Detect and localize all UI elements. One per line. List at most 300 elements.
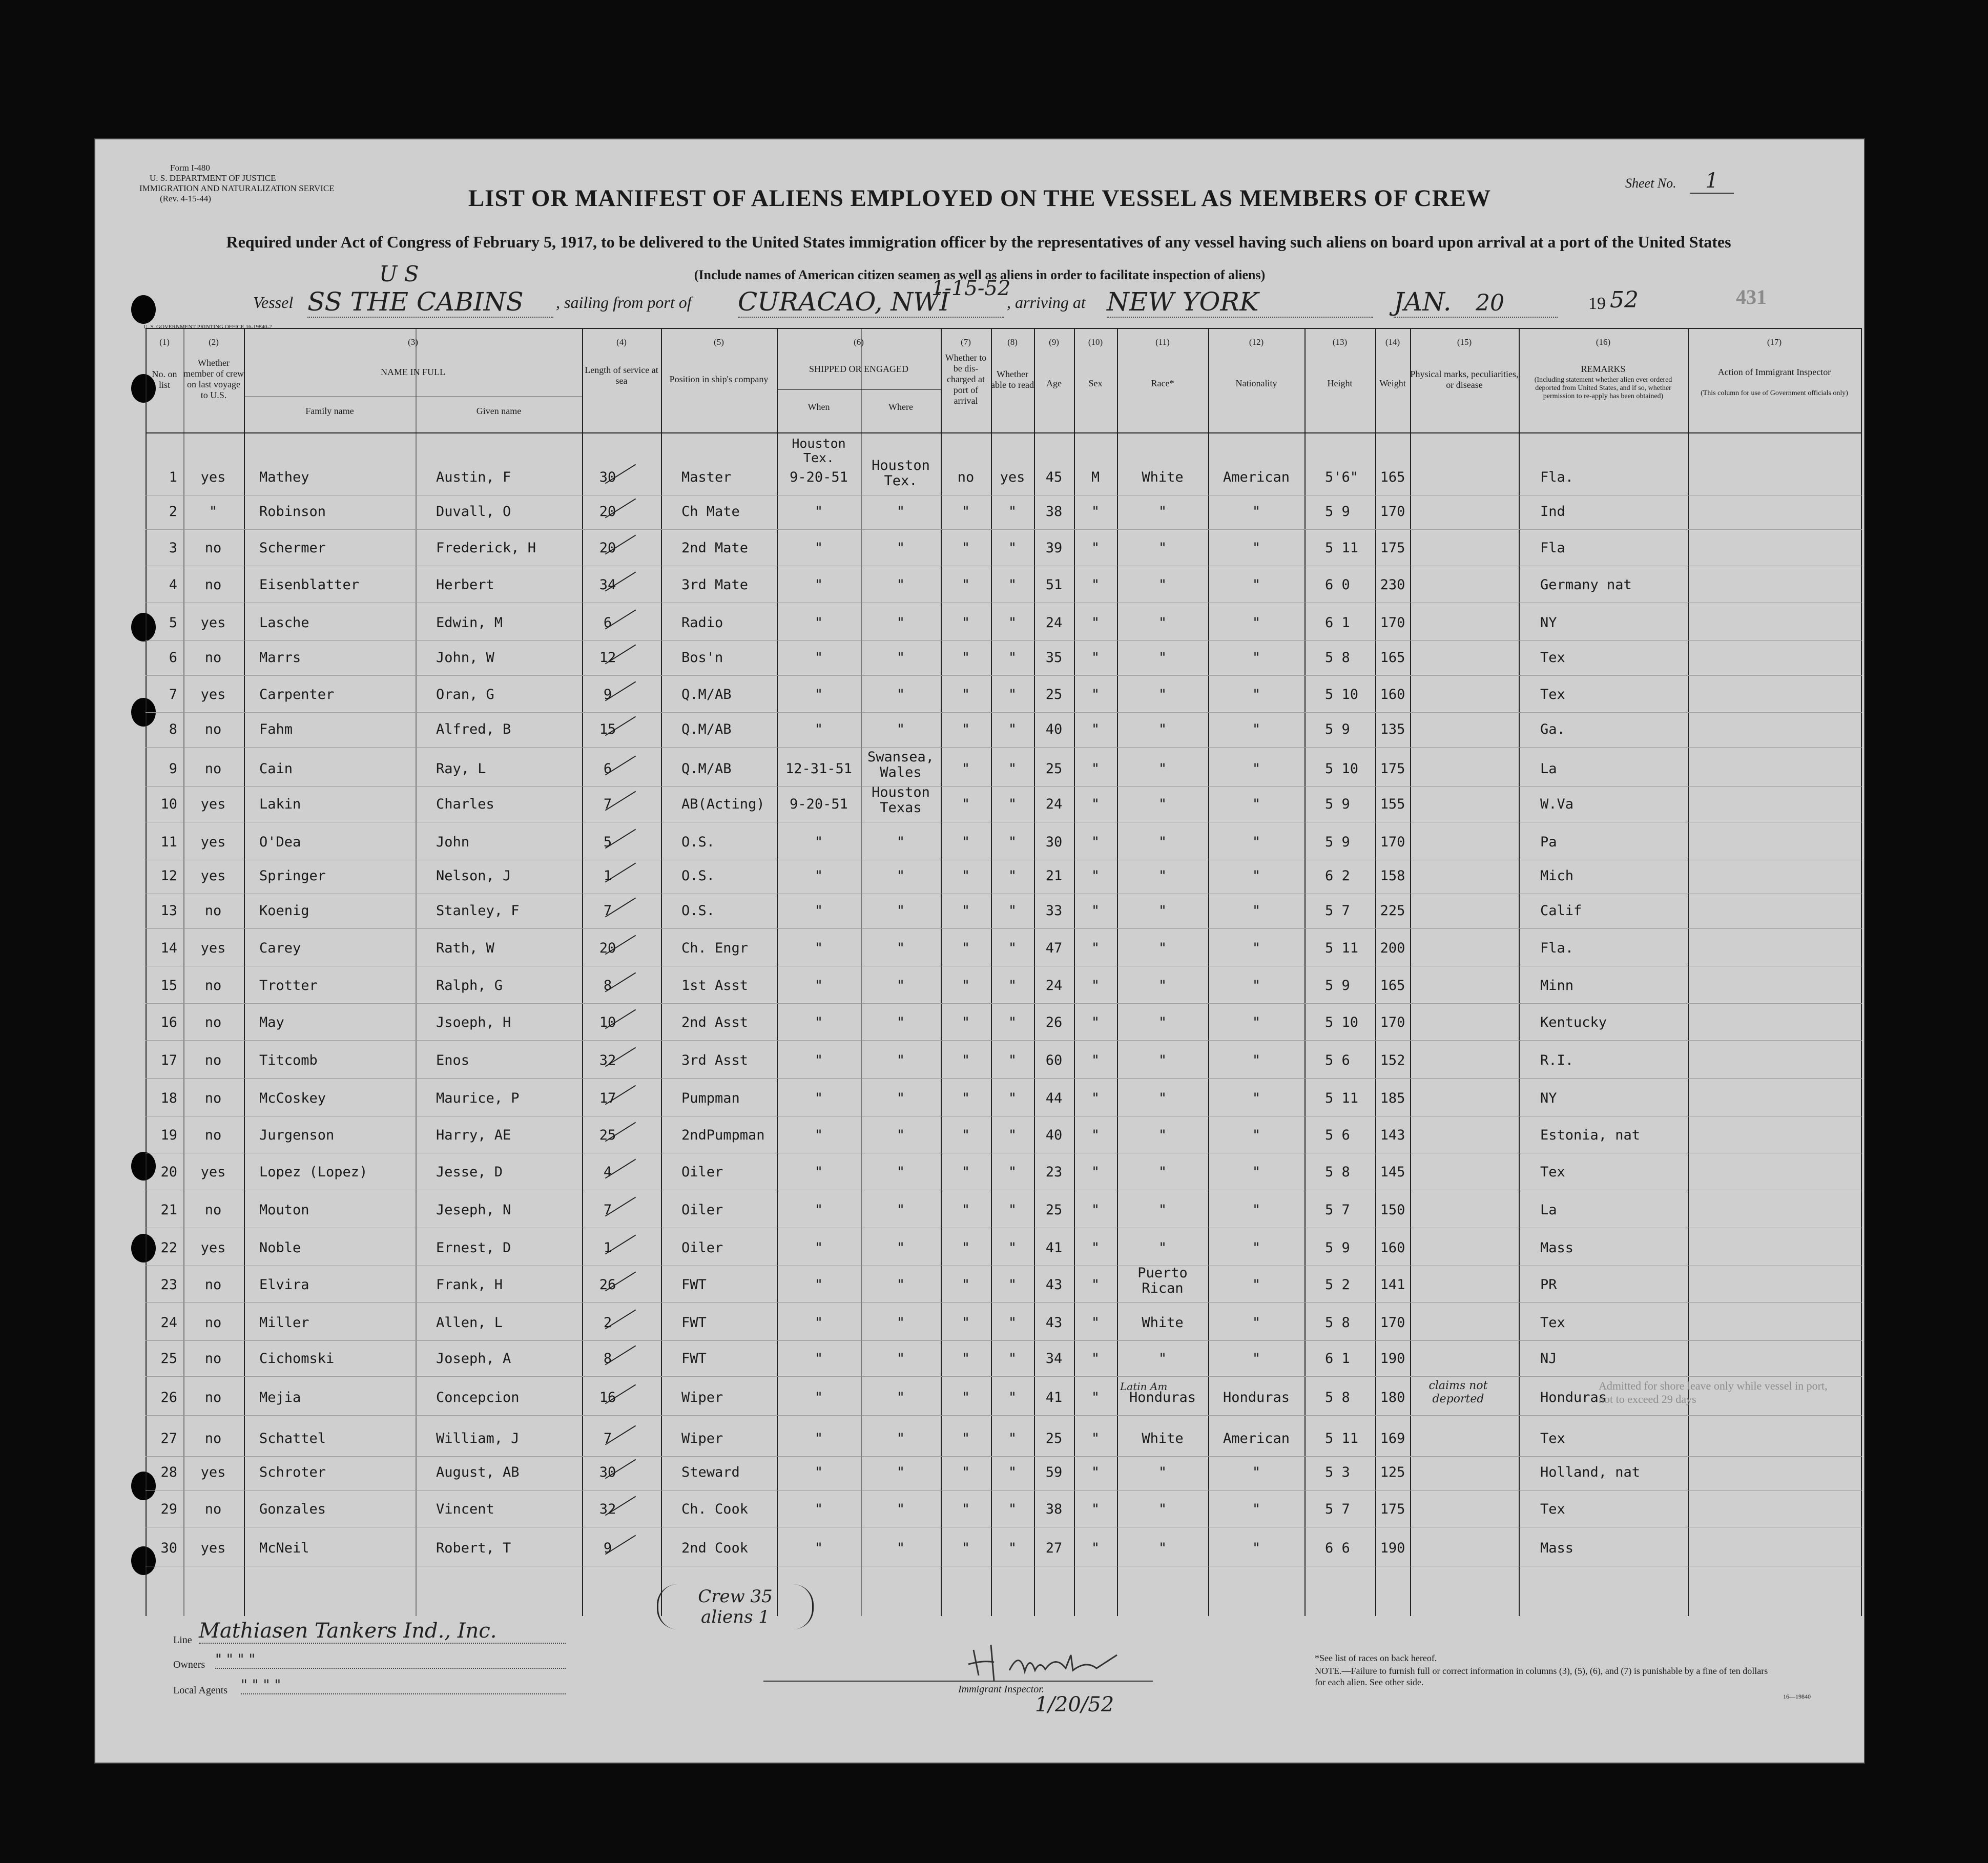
length-service: 8 — [603, 978, 612, 993]
remarks: Mass — [1540, 1540, 1574, 1556]
col-num: (5) — [714, 337, 724, 347]
header-physical: Physical marks, peculiarities, or disease — [1410, 369, 1519, 390]
header-when: When — [807, 402, 830, 412]
length-service: 30 — [599, 1464, 616, 1480]
row-no: 3 — [169, 540, 177, 556]
row-rule — [146, 1003, 1862, 1004]
row-no: 1 — [169, 469, 177, 485]
able-read: " — [1008, 1164, 1017, 1180]
sex: " — [1091, 1464, 1100, 1480]
nationality: " — [1252, 504, 1261, 520]
sex: " — [1091, 650, 1100, 666]
remarks: Tex — [1540, 687, 1565, 702]
given-name: Robert, T — [436, 1540, 511, 1556]
col-num: (4) — [616, 337, 627, 347]
owners-value: " " " " — [215, 1651, 566, 1669]
able-read: " — [1008, 868, 1017, 884]
shipped-when: " — [814, 687, 823, 702]
family-name: May — [259, 1015, 284, 1030]
agents-value: " " " " — [241, 1676, 566, 1694]
height: 5'6" — [1325, 469, 1359, 485]
sex: " — [1091, 540, 1100, 556]
col-num: (16) — [1596, 337, 1611, 347]
nationality: " — [1252, 761, 1261, 777]
nationality: American — [1223, 1431, 1290, 1446]
length-service: 7 — [603, 1431, 612, 1446]
vessel-prefix: U S — [379, 261, 419, 286]
able-read: " — [1008, 1540, 1017, 1556]
family-name: Gonzales — [259, 1501, 326, 1517]
family-name: O'Dea — [259, 834, 301, 850]
shipped-where: " — [896, 868, 905, 884]
race: " — [1158, 903, 1167, 919]
height: 5 9 — [1325, 1240, 1350, 1256]
shipped-when: " — [814, 1390, 823, 1405]
position: Oiler — [681, 1240, 723, 1256]
remarks: Fla — [1540, 540, 1565, 556]
age: 44 — [1045, 1090, 1063, 1106]
nationality: " — [1252, 1277, 1261, 1293]
row-no: 18 — [160, 1090, 177, 1106]
shipped-when: " — [814, 1277, 823, 1293]
header-action-note: (This column for use of Government officials only) — [1701, 389, 1848, 397]
discharged: " — [961, 504, 970, 520]
shipped-when: " — [814, 615, 823, 631]
header-age: Age — [1046, 378, 1062, 388]
sex: " — [1091, 1015, 1100, 1030]
shipped-when: " — [814, 1240, 823, 1256]
race: " — [1158, 577, 1167, 593]
position: AB(Acting) — [681, 796, 765, 812]
header-where: Where — [888, 402, 913, 412]
row-no: 20 — [160, 1164, 177, 1180]
weight: 165 — [1380, 978, 1405, 993]
age: 40 — [1045, 721, 1063, 737]
sheet-value: 1 — [1690, 169, 1733, 194]
race: " — [1158, 615, 1167, 631]
race: " — [1158, 1090, 1167, 1106]
col-num: (3) — [408, 337, 418, 347]
shipped-where: " — [896, 1464, 905, 1480]
header-action: Action of Immigrant Inspector — [1717, 367, 1831, 377]
arriving-label: , arriving at — [1007, 293, 1086, 312]
race: " — [1158, 1052, 1167, 1068]
discharged: " — [961, 721, 970, 737]
race: White — [1142, 1431, 1184, 1446]
race: " — [1158, 1240, 1167, 1256]
row-no: 19 — [160, 1127, 177, 1143]
discharged: " — [961, 940, 970, 956]
shipped-where: " — [896, 615, 905, 631]
length-service: 8 — [603, 1351, 612, 1367]
crew-member: no — [204, 1431, 222, 1446]
family-name: Noble — [259, 1240, 301, 1256]
weight: 160 — [1380, 687, 1405, 702]
race: " — [1158, 940, 1167, 956]
position: Pumpman — [681, 1090, 740, 1106]
penalty-note: NOTE.—Failure to furnish full or correct information in columns (3), (5), (6), and (7) is punishable by a fine of ten dollars for each alien. See other side. — [1315, 1666, 1768, 1687]
shipped-when: " — [814, 1315, 823, 1331]
weight: 155 — [1380, 796, 1405, 812]
position: Radio — [681, 615, 723, 631]
given-name: Jesse, D — [436, 1164, 503, 1180]
crew-member: yes — [200, 834, 226, 850]
page-subtitle: Required under Act of Congress of February 5, 1917, to be delivered to the United States immigration officer by the representatives of any vessel having such aliens on board upon arrival at a port of the United States — [226, 233, 1731, 251]
age: 26 — [1045, 1015, 1063, 1030]
crew-member: yes — [200, 469, 226, 485]
length-service: 9 — [603, 1540, 612, 1556]
remarks: Calif — [1540, 903, 1582, 919]
row-rule — [146, 1078, 1862, 1079]
able-read: " — [1008, 1277, 1017, 1293]
able-read: " — [1008, 1202, 1017, 1218]
sex: " — [1091, 1127, 1100, 1143]
height: 5 7 — [1325, 1501, 1350, 1517]
weight: 180 — [1380, 1390, 1405, 1405]
given-name: Jsoeph, H — [436, 1015, 511, 1030]
nationality: " — [1252, 796, 1261, 812]
family-name: Robinson — [259, 504, 326, 520]
form-id-line: U. S. DEPARTMENT OF JUSTICE — [150, 173, 276, 183]
crew-member: no — [204, 761, 222, 777]
weight: 152 — [1380, 1052, 1405, 1068]
crew-member: no — [204, 978, 222, 993]
row-rule — [146, 675, 1862, 676]
age: 25 — [1045, 761, 1063, 777]
family-name: Fahm — [259, 721, 293, 737]
header-height: Height — [1327, 378, 1353, 388]
length-service: 9 — [603, 687, 612, 702]
shipped-where: " — [896, 940, 905, 956]
position: 2nd Mate — [681, 540, 749, 556]
height: 5 6 — [1325, 1127, 1350, 1143]
height: 6 2 — [1325, 868, 1350, 884]
given-name: Allen, L — [436, 1315, 503, 1331]
line-value: Mathiasen Tankers Ind., Inc. — [199, 1619, 566, 1644]
height: 5 2 — [1325, 1277, 1350, 1293]
row-no: 7 — [169, 687, 177, 702]
remarks: Tex — [1540, 1431, 1565, 1446]
length-service: 15 — [599, 721, 616, 737]
age: 41 — [1045, 1390, 1063, 1405]
shipped-when: " — [814, 721, 823, 737]
weight: 175 — [1380, 540, 1405, 556]
header-weight: Weight — [1379, 378, 1406, 388]
height: 5 10 — [1325, 761, 1359, 777]
position: Q.M/AB — [681, 721, 732, 737]
discharged: " — [961, 1351, 970, 1367]
crew-member: no — [204, 1015, 222, 1030]
weight: 225 — [1380, 903, 1405, 919]
family-name: Springer — [259, 868, 326, 884]
position: O.S. — [681, 834, 715, 850]
sex: " — [1091, 978, 1100, 993]
action-stamp: Admitted for shore leave only while vessel in port, not to exceed 29 days — [1599, 1379, 1828, 1405]
col-num: (17) — [1767, 337, 1782, 347]
row-rule — [146, 747, 1862, 748]
race: " — [1158, 1127, 1167, 1143]
nationality: " — [1252, 650, 1261, 666]
discharged: " — [961, 1090, 970, 1106]
race: " — [1158, 1015, 1167, 1030]
sex: " — [1091, 1540, 1100, 1556]
height: 6 0 — [1325, 577, 1350, 593]
position: O.S. — [681, 868, 715, 884]
crew-member: no — [204, 1351, 222, 1367]
race: " — [1158, 796, 1167, 812]
sheet-label: Sheet No. — [1625, 176, 1676, 191]
age: 43 — [1045, 1277, 1063, 1293]
header-name: NAME IN FULL — [381, 367, 445, 377]
shipped-when: " — [814, 1501, 823, 1517]
shipped-when: " — [814, 1052, 823, 1068]
family-name: McCoskey — [259, 1090, 326, 1106]
given-name: Enos — [436, 1052, 470, 1068]
race: " — [1158, 504, 1167, 520]
able-read: " — [1008, 1015, 1017, 1030]
crew-count-note — [657, 1584, 814, 1629]
height: 5 11 — [1325, 540, 1359, 556]
row-no: 25 — [160, 1351, 177, 1367]
row-no: 10 — [160, 796, 177, 812]
weight: 135 — [1380, 721, 1405, 737]
race: " — [1158, 761, 1167, 777]
shipped-where: " — [896, 978, 905, 993]
sex: " — [1091, 1390, 1100, 1405]
able-read: " — [1008, 1431, 1017, 1446]
crew-member: no — [204, 540, 222, 556]
discharged: " — [961, 615, 970, 631]
weight: 160 — [1380, 1240, 1405, 1256]
shipped-where: " — [896, 1351, 905, 1367]
crew-member: yes — [200, 687, 226, 702]
shipped-where: " — [896, 721, 905, 737]
row-rule — [146, 640, 1862, 641]
remarks: Mich — [1540, 868, 1574, 884]
crew-member: yes — [200, 868, 226, 884]
discharged: " — [961, 1164, 970, 1180]
race: " — [1158, 1202, 1167, 1218]
able-read: " — [1008, 1052, 1017, 1068]
nationality: " — [1252, 1351, 1261, 1367]
family-name: Mouton — [259, 1202, 309, 1218]
discharged: " — [961, 903, 970, 919]
discharged: " — [961, 834, 970, 850]
crew-member: yes — [200, 1164, 226, 1180]
row-no: 30 — [160, 1540, 177, 1556]
row-no: 29 — [160, 1501, 177, 1517]
discharged: " — [961, 1390, 970, 1405]
length-service: 7 — [603, 1202, 612, 1218]
owners-label: Owners — [173, 1659, 205, 1670]
remarks: NY — [1540, 615, 1557, 631]
age: 27 — [1045, 1540, 1063, 1556]
height: 5 11 — [1325, 1431, 1359, 1446]
sex: " — [1091, 721, 1100, 737]
discharged: " — [961, 1240, 970, 1256]
shipped-where: " — [896, 1540, 905, 1556]
race: " — [1158, 1464, 1167, 1480]
sex: " — [1091, 1052, 1100, 1068]
age: 43 — [1045, 1315, 1063, 1331]
position: Wiper — [681, 1431, 723, 1446]
agents-label: Local Agents — [173, 1685, 228, 1696]
nationality: " — [1252, 687, 1261, 702]
height: 5 6 — [1325, 1052, 1350, 1068]
shipped-where: " — [896, 1390, 905, 1405]
family-name: Trotter — [259, 978, 318, 993]
height: 5 10 — [1325, 687, 1359, 702]
row-no: 26 — [160, 1390, 177, 1405]
able-read: yes — [1000, 469, 1025, 485]
position: Q.M/AB — [681, 687, 732, 702]
crew-member: no — [204, 1052, 222, 1068]
shipped-when: " — [814, 868, 823, 884]
punch-hole — [131, 295, 156, 324]
sex: " — [1091, 1431, 1100, 1446]
age: 51 — [1045, 577, 1063, 593]
shipped-where: " — [896, 903, 905, 919]
height: 5 11 — [1325, 940, 1359, 956]
given-name: Harry, AE — [436, 1127, 511, 1143]
vessel-label: Vessel — [253, 293, 294, 312]
family-name: Lopez (Lopez) — [259, 1164, 368, 1180]
race: " — [1158, 1501, 1167, 1517]
height: 5 9 — [1325, 796, 1350, 812]
discharged: " — [961, 540, 970, 556]
height: 5 9 — [1325, 721, 1350, 737]
shipped-when: " — [814, 577, 823, 593]
race: Honduras — [1129, 1390, 1196, 1405]
weight: 170 — [1380, 504, 1405, 520]
given-name: Nelson, J — [436, 868, 511, 884]
length-service: 2 — [603, 1315, 612, 1331]
able-read: " — [1008, 1351, 1017, 1367]
height: 5 10 — [1325, 1015, 1359, 1030]
length-service: 7 — [603, 903, 612, 919]
header-length: Length of service at sea — [585, 365, 658, 386]
family-name: Cain — [259, 761, 293, 777]
able-read: " — [1008, 577, 1017, 593]
able-read: " — [1008, 834, 1017, 850]
crew-member: yes — [200, 1464, 226, 1480]
age: 38 — [1045, 1501, 1063, 1517]
position: 1st Asst — [681, 978, 749, 993]
remarks: Tex — [1540, 1501, 1565, 1517]
crew-member: no — [204, 1390, 222, 1405]
weight: 125 — [1380, 1464, 1405, 1480]
given-name: John, W — [436, 650, 494, 666]
inspector-label: Immigrant Inspector. — [958, 1684, 1044, 1695]
age: 24 — [1045, 978, 1063, 993]
col-num: (8) — [1007, 337, 1018, 347]
col-num: (6) — [854, 337, 864, 347]
shipped-where: " — [896, 1277, 905, 1293]
sex: " — [1091, 1351, 1100, 1367]
nationality: " — [1252, 1315, 1261, 1331]
length-service: 20 — [599, 940, 616, 956]
shipped-where: " — [896, 540, 905, 556]
shipped-when: " — [814, 903, 823, 919]
position: Ch. Engr — [681, 940, 749, 956]
age: 25 — [1045, 687, 1063, 702]
shipped-where: " — [896, 1164, 905, 1180]
row-no: 21 — [160, 1202, 177, 1218]
row-no: 17 — [160, 1052, 177, 1068]
header-read: Whether able to read — [991, 369, 1034, 390]
sex: " — [1091, 761, 1100, 777]
remarks: NY — [1540, 1090, 1557, 1106]
crew-member: no — [204, 1127, 222, 1143]
age: 47 — [1045, 940, 1063, 956]
crew-member: no — [204, 1090, 222, 1106]
row-no: 24 — [160, 1315, 177, 1331]
height: 5 7 — [1325, 903, 1350, 919]
nationality: " — [1252, 834, 1261, 850]
nationality: " — [1252, 1202, 1261, 1218]
remarks: Tex — [1540, 1164, 1565, 1180]
row-rule — [146, 1376, 1862, 1377]
remarks: Estonia, nat — [1540, 1127, 1641, 1143]
discharged: " — [961, 1501, 970, 1517]
remarks: La — [1540, 1202, 1557, 1218]
length-service: 26 — [599, 1277, 616, 1293]
nationality: " — [1252, 1164, 1261, 1180]
header-member: Whether member of crew on last voyage to U.S. — [183, 358, 244, 400]
able-read: " — [1008, 540, 1017, 556]
inspector-date: 1/20/52 — [1035, 1693, 1114, 1716]
shipped-where: " — [896, 577, 905, 593]
weight: 190 — [1380, 1540, 1405, 1556]
nationality: " — [1252, 1127, 1261, 1143]
family-name: Schroter — [259, 1464, 326, 1480]
nationality: " — [1252, 1015, 1261, 1030]
row-no: 8 — [169, 721, 177, 737]
race-annotation: Latin Am — [1120, 1380, 1168, 1393]
family-name: Mathey — [259, 469, 309, 485]
remarks: Tex — [1540, 1315, 1565, 1331]
nationality: " — [1252, 721, 1261, 737]
remarks: Kentucky — [1540, 1015, 1607, 1030]
able-read: " — [1008, 1390, 1017, 1405]
race: " — [1158, 1351, 1167, 1367]
row-no: 22 — [160, 1240, 177, 1256]
given-name: Frank, H — [436, 1277, 503, 1293]
crew-member: yes — [200, 1240, 226, 1256]
arriving-port: NEW YORK — [1107, 287, 1373, 318]
race: " — [1158, 834, 1167, 850]
length-service: 1 — [603, 1240, 612, 1256]
row-rule — [146, 1340, 1862, 1341]
given-name: Edwin, M — [436, 615, 503, 631]
row-no: 4 — [169, 577, 177, 593]
discharged: " — [961, 978, 970, 993]
shipped-when: " — [814, 1540, 823, 1556]
sex: " — [1091, 1202, 1100, 1218]
given-name: Oran, G — [436, 687, 494, 702]
sex: " — [1091, 868, 1100, 884]
nationality: " — [1252, 1540, 1261, 1556]
row-no: 14 — [160, 940, 177, 956]
able-read: " — [1008, 687, 1017, 702]
shipped-when: " — [814, 1464, 823, 1480]
shipped-when: " — [814, 540, 823, 556]
crew-member: yes — [200, 615, 226, 631]
length-service: 30 — [599, 469, 616, 485]
family-name: Lakin — [259, 796, 301, 812]
family-name: Miller — [259, 1315, 309, 1331]
row-no: 16 — [160, 1015, 177, 1030]
